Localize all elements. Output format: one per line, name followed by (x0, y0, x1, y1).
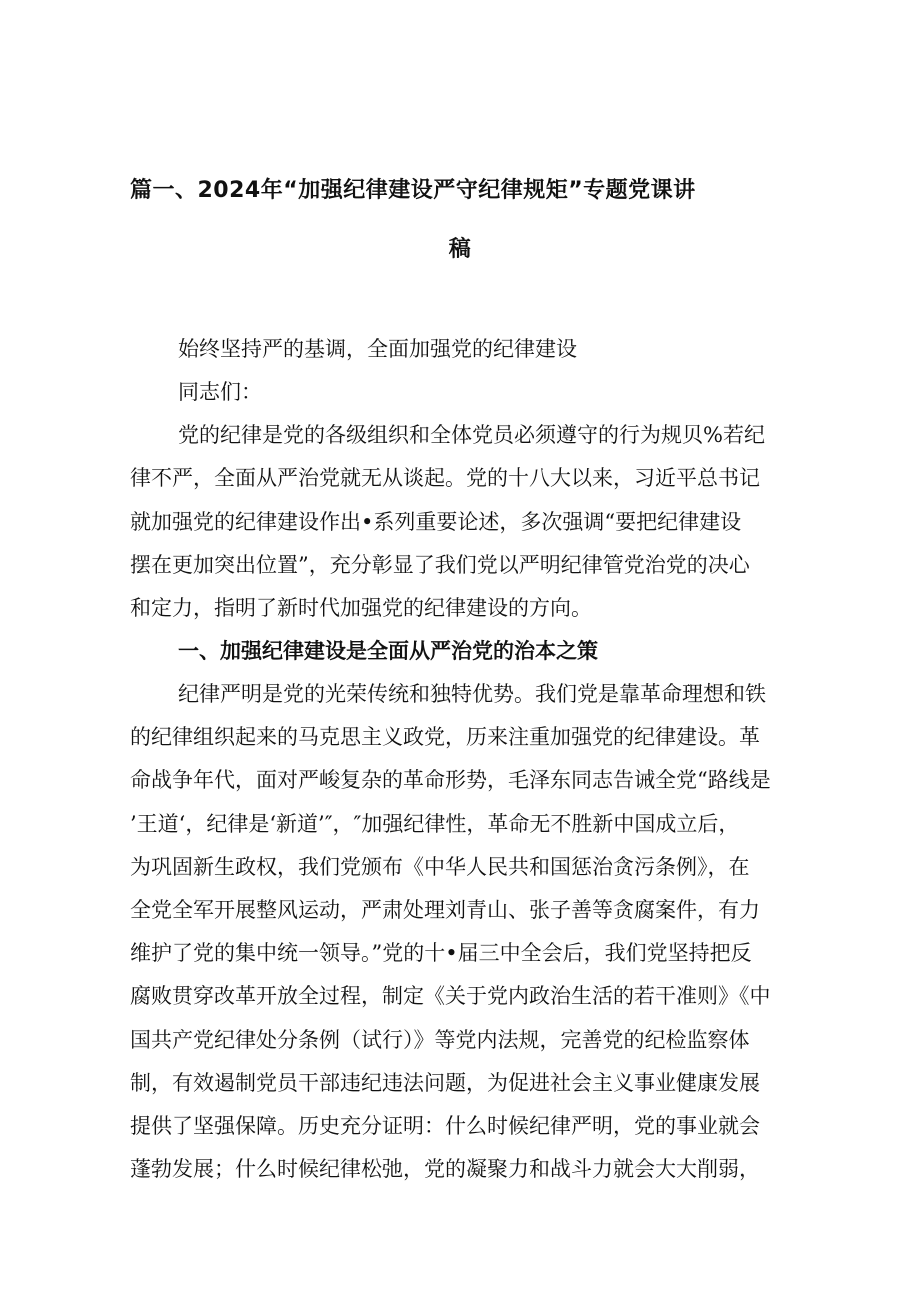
paragraph-line: 蓬勃发展；什么时候纪律松弛，党的凝聚力和战斗力就会大大削弱， (130, 1157, 760, 1181)
document-subtitle: 始终坚持严的基调，全面加强党的纪律建设 (178, 337, 577, 361)
paragraph-line: 和定力，指明了新时代加强党的纪律建设的方向。 (130, 596, 592, 620)
paragraph-line: 的纪律组织起来的马克思主义政党，历来注重加强党的纪律建设。革 (130, 725, 760, 749)
paragraph-line: 国共产党纪律处分条例（试行）》等党内法规，完善党的纪检监察体 (130, 1028, 750, 1052)
paragraph-line: 制，有效遏制党员干部违纪违法问题，为促进社会主义事业健康发展 (130, 1071, 760, 1095)
paragraph-line: 全党全军开展整风运动，严肃处理刘青山、张子善等贪腐案件，有力 (130, 898, 760, 922)
section-heading: 一、加强纪律建设是全面从严治党的治本之策 (178, 639, 598, 663)
paragraph-line: 纪律严明是党的光荣传统和独特优势。我们党是靠革命理想和铁 (178, 682, 766, 706)
document-title-line-1: 篇一、2024年“加强纪律建设严守纪律规矩”专题党课讲 (130, 178, 696, 203)
paragraph-line: ’王道‘，纪律是‘新道’″，″加强纪律性，革命无不胜新中国成立后， (130, 812, 740, 836)
paragraph-line: 命战争年代，面对严峻复杂的革命形势，毛泽东同志告诫全党“路线是 (130, 768, 771, 792)
paragraph-line: 提供了坚强保障。历史充分证明：什么时候纪律严明，党的事业就会 (130, 1114, 760, 1138)
salutation: 同志们： (178, 380, 262, 404)
paragraph-line: 党的纪律是党的各级组织和全体党员必须遵守的行为规贝%若纪 (178, 423, 765, 447)
paragraph-line: 腐败贯穿改革开放全过程，制定《关于党内政治生活的若干准则》《中 (130, 984, 771, 1008)
paragraph-line: 为巩固新生政权，我们党颁布《中华人民共和国惩治贪污条例》，在 (130, 855, 750, 879)
paragraph-line: 摆在更加突出位置”，充分彰显了我们党以严明纪律管党治党的决心 (130, 553, 750, 577)
paragraph-line: 律不严，全面从严治党就无从谈起。党的十八大以来，习近平总书记 (130, 466, 760, 490)
paragraph-line: 就加强党的纪律建设作出•系列重要论述，多次强调“要把纪律建设 (130, 510, 742, 534)
document-title-line-2: 稿 (448, 237, 472, 262)
paragraph-line: 维护了党的集中统一领导。”党的十•届三中全会后，我们党坚持把反 (130, 941, 752, 965)
